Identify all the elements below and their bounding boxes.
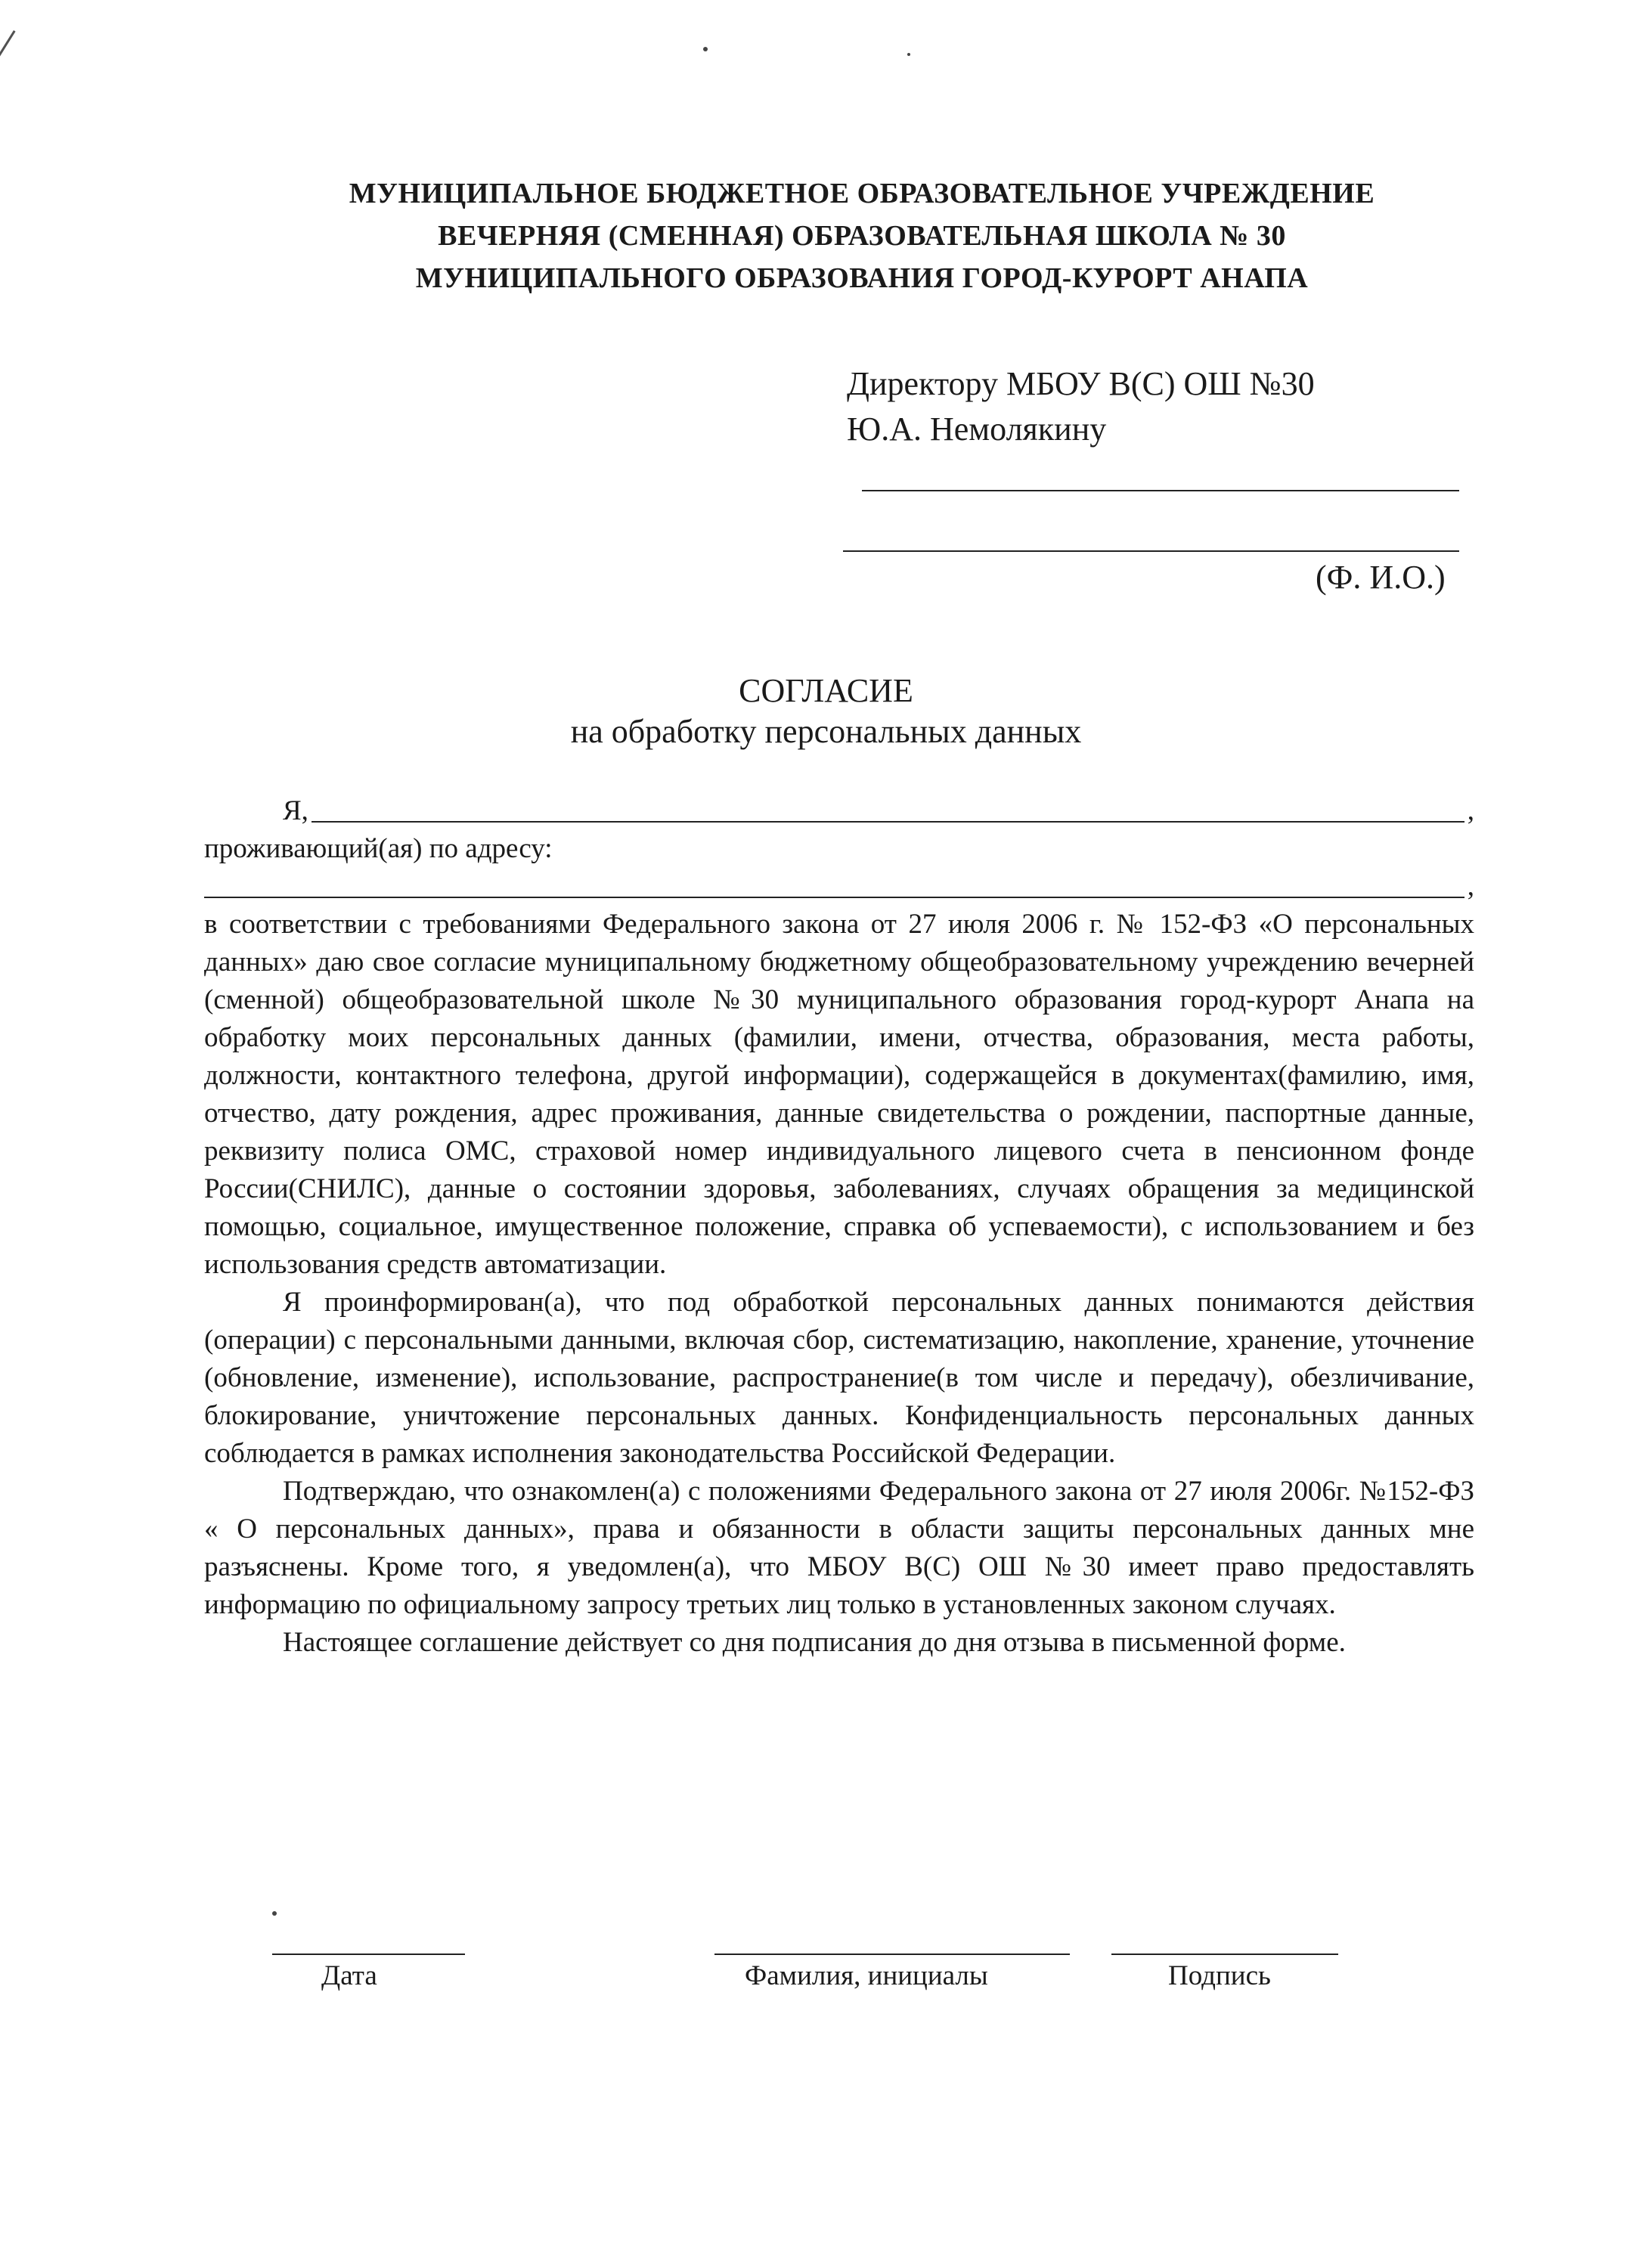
- paper-fold-mark: [0, 30, 16, 128]
- applicant-name-line-2[interactable]: [843, 550, 1459, 552]
- address-label: проживающий(ая) по адресу:: [204, 833, 553, 864]
- document-subtitle: на обработку персональных данных: [570, 713, 1082, 750]
- date-line[interactable]: [272, 1954, 465, 1955]
- consent-paragraph-1: в соответствии с требованиями Федерального закона от 27 июля 2006 г. № 152-ФЗ «О персональных данных» даю свое согласие муниципальному бюджетному общеобразовательному учреждению вечерней (сменной) общеобразовательной школе №30 муниципального образования город-курорт Анапа на обработку моих персональных данных (фамилии, имени, отчества, образования, места работы, должности, контактного телефона, другой информации), содержащейся в документах(фамилию, имя, отчество, дату рождения, адрес проживания, данные свидетельства о рождении, паспортные данные, реквизиту полиса ОМС, страховой номер индивидуального лицевого счета в пенсионном фонде России(СНИЛС), данные о состоянии здоровья, заболеваниях, случаях обращения за медицинской помощью, социальное, имущественное положение, справка об успеваемости), с использованием и без использования средств автоматизации.: [204, 909, 1474, 1280]
- addressee-name: Ю.А. Немолякину: [847, 411, 1107, 448]
- school-header: [250, 172, 1474, 299]
- applicant-name-row: [283, 792, 1474, 830]
- addressee-position: Директору МБОУ В(С) ОШ №30: [847, 365, 1315, 402]
- consent-paragraph-3: Подтверждаю, что ознакомлен(а) с положениями Федерального закона от 27 июля 2006г. №152-ФЗ « О персональных данных», права и обязанности в области защиты персональных данных мне разъяснены. Кроме того, я уведомлен(а), что МБОУ В(С) ОШ №30 имеет право предоставлять информацию по официальному запросу третьих лиц только в установленных законом случаях.: [204, 1476, 1474, 1620]
- surname-line[interactable]: [714, 1954, 1070, 1955]
- consent-paragraph-4: Настоящее соглашение действует со дня подписания до дня отзыва в письменной форме.: [283, 1627, 1346, 1658]
- surname-label: Фамилия, инициалы: [745, 1960, 988, 1991]
- ya-end-comma: ,: [1467, 795, 1474, 826]
- scan-speck: [703, 47, 708, 51]
- header-line-1: МУНИЦИПАЛЬНОЕ БЮДЖЕТНОЕ ОБРАЗОВАТЕЛЬНОЕ УЧРЕЖДЕНИЕ: [349, 178, 1375, 209]
- ya-label: Я,: [283, 795, 308, 826]
- scan-speck: [907, 53, 910, 56]
- document-title: СОГЛАСИЕ: [739, 672, 913, 709]
- header-line-3: МУНИЦИПАЛЬНОГО ОБРАЗОВАНИЯ ГОРОД-КУРОРТ АНАПА: [415, 262, 1309, 294]
- fio-caption: (Ф. И.О.): [1316, 559, 1446, 596]
- address-field[interactable]: [204, 897, 1464, 898]
- signature-label: Подпись: [1168, 1960, 1271, 1991]
- consent-paragraph-2: Я проинформирован(а), что под обработкой персональных данных понимаются действия (операции) с персональными данными, включая сбор, систематизацию, накопление, хранение, уточнение (обновление, изменение), использование, распространение(в том числе и передачу), обезличивание, блокирование, уничтожение персональных данных. Конфиденциальность персональных данных соблюдается в рамках исполнения законодательства Российской Федерации.: [204, 1287, 1474, 1469]
- consent-body: [204, 792, 1474, 1662]
- address-field-row: [204, 868, 1474, 906]
- scan-speck: [272, 1911, 277, 1916]
- header-line-2: ВЕЧЕРНЯЯ (СМЕННАЯ) ОБРАЗОВАТЕЛЬНАЯ ШКОЛА № 30: [438, 220, 1286, 252]
- address-label-row: [204, 830, 1474, 868]
- address-end-comma: ,: [1467, 871, 1474, 902]
- signature-line[interactable]: [1111, 1954, 1338, 1955]
- addressee-block: [847, 361, 1482, 452]
- applicant-name-field[interactable]: [311, 821, 1464, 823]
- date-label: Дата: [321, 1960, 377, 1991]
- applicant-name-line-1[interactable]: [862, 490, 1459, 491]
